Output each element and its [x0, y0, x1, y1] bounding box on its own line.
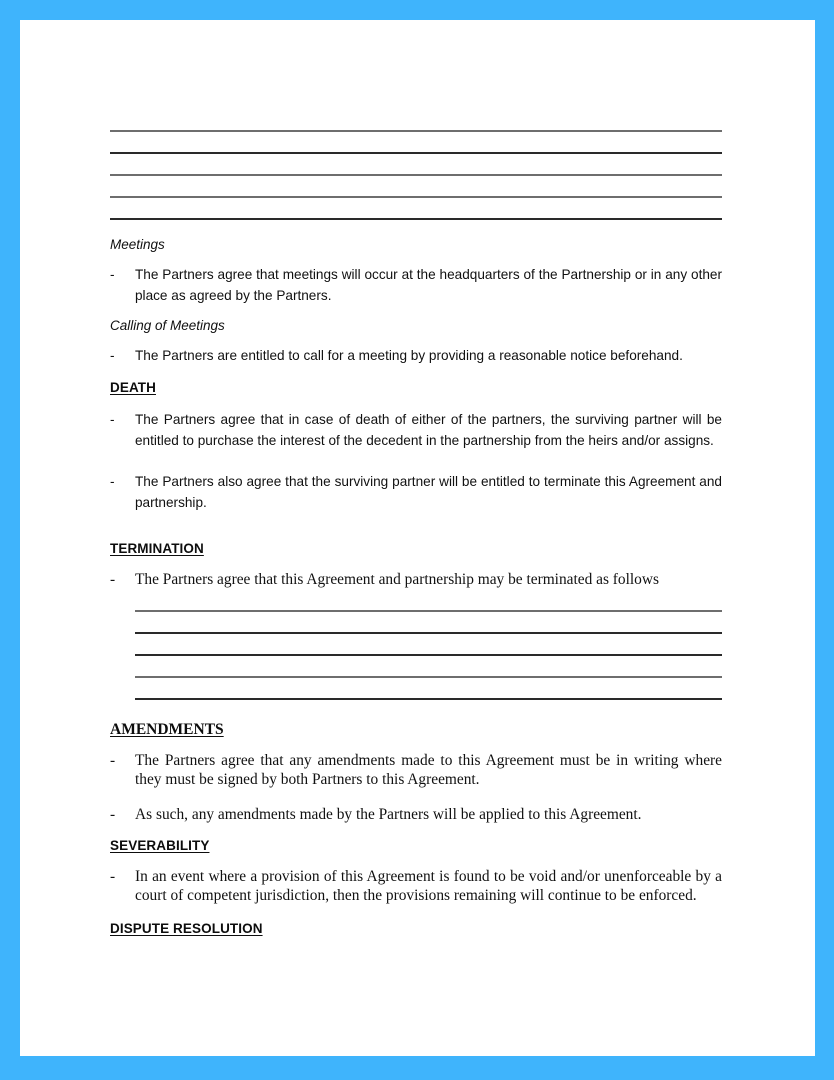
list-item: [110, 867, 722, 905]
list-item: [110, 409, 722, 451]
blank-line[interactable]: [110, 137, 722, 159]
bullet-marker: -: [110, 752, 116, 769]
document-page: [20, 20, 815, 1056]
blank-line[interactable]: [135, 595, 722, 617]
list-item-text: The Partners agree that meetings will occur at the headquarters of the Partnership or in any other place as agreed by the Partners.: [135, 267, 722, 303]
blank-line[interactable]: [135, 683, 722, 705]
heading-meetings: Meetings: [110, 237, 165, 252]
list-item-text: The Partners also agree that the surviving partner will be entitled to terminate this Agreement and partnership.: [135, 474, 722, 510]
blank-line[interactable]: [110, 203, 722, 225]
list-item: [110, 264, 722, 306]
document-body: [110, 115, 722, 936]
list-item: [110, 345, 722, 366]
list-item-text: In an event where a provision of this Agreement is found to be void and/or unenforceable by a court of competent jurisdiction, then the provisions remaining will continue to be enforced.: [135, 868, 722, 904]
blank-line[interactable]: [110, 181, 722, 203]
list-item-text: As such, any amendments made by the Partners will be applied to this Agreement.: [135, 806, 642, 823]
list-item-text: The Partners are entitled to call for a meeting by providing a reasonable notice beforehand.: [135, 348, 683, 363]
bullet-marker: -: [110, 348, 115, 363]
list-item-text: The Partners agree that any amendments made to this Agreement must be in writing where they must be signed by both Partners to this Agreement.: [135, 752, 722, 788]
bullet-marker: -: [110, 267, 115, 282]
blank-line[interactable]: [135, 617, 722, 639]
blank-lines-top: [110, 115, 722, 225]
heading-dispute-resolution: DISPUTE RESOLUTION: [110, 921, 263, 936]
bullet-marker: -: [110, 412, 115, 427]
heading-amendments: AMENDMENTS: [110, 721, 224, 738]
blank-line[interactable]: [110, 159, 722, 181]
list-item: [110, 751, 722, 789]
list-item: [110, 570, 722, 589]
heading-termination: TERMINATION: [110, 541, 204, 556]
heading-severability: SEVERABILITY: [110, 838, 210, 853]
blank-lines-termination: [135, 595, 722, 705]
list-item-text: The Partners agree that in case of death of either of the partners, the surviving partner will be entitled to purchase the interest of the decedent in the partnership from the heirs and/or assigns.: [135, 412, 722, 448]
bullet-marker: -: [110, 868, 116, 885]
heading-death: DEATH: [110, 380, 156, 395]
list-item: [110, 471, 722, 513]
heading-calling-of-meetings: Calling of Meetings: [110, 318, 225, 333]
list-item-text: The Partners agree that this Agreement and partnership may be terminated as follows: [135, 571, 659, 588]
bullet-marker: -: [110, 806, 116, 823]
list-item: [110, 805, 722, 824]
blank-line[interactable]: [135, 639, 722, 661]
blank-line[interactable]: [135, 661, 722, 683]
blank-line[interactable]: [110, 115, 722, 137]
bullet-marker: -: [110, 474, 115, 489]
bullet-marker: -: [110, 571, 116, 588]
